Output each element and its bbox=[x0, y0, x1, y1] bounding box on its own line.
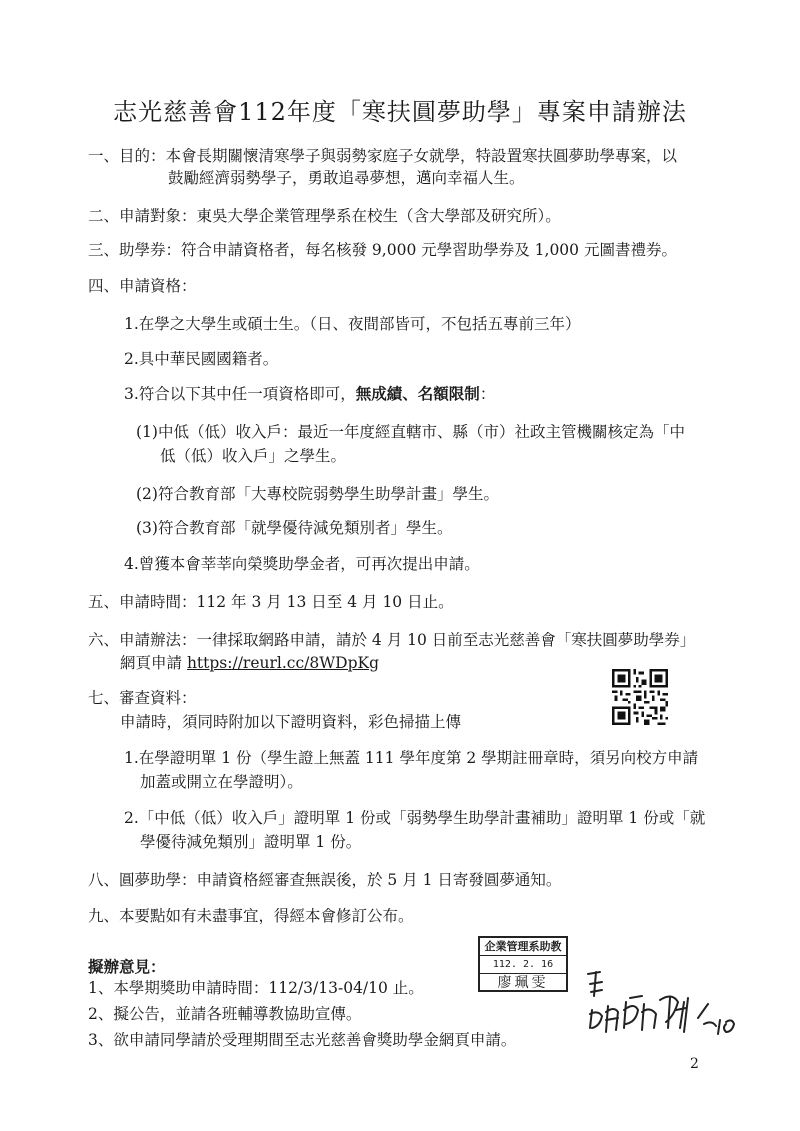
section-5: 五、申請時間：112 年 3 月 13 日至 4 月 10 日止。 bbox=[88, 593, 454, 611]
section-4-item-3 bbox=[124, 384, 495, 404]
section-4-item-1: 1.在學之大學生或碩士生。（日、夜間部皆可，不包括五專前三年） bbox=[124, 315, 581, 333]
section-1-line-2: 鼓勵經濟弱勢學子，勇敢追尋夢想，邁向幸福人生。 bbox=[168, 169, 525, 187]
section-4-item-3-prefix: 3.符合以下其中任一項資格即可， bbox=[124, 385, 356, 403]
opinion-item-2: 2、擬公告，並請各班輔導教協助宣傳。 bbox=[88, 1005, 362, 1023]
section-7-item-1-line-2: 加蓋或開立在學證明）。 bbox=[140, 773, 303, 791]
section-4-item-3-suffix: ： bbox=[479, 385, 496, 403]
section-1-line-1: 一、目的：本會長期關懷清寒學子與弱勢家庭子女就學，特設置寒扶圓夢助學專案，以 bbox=[88, 147, 678, 165]
section-6-line-2 bbox=[120, 653, 379, 673]
stamp-date: 112. 2. 16 bbox=[480, 956, 566, 974]
section-7-heading: 七、審查資料： bbox=[88, 689, 197, 707]
section-7-item-2-line-2: 學優待減免類別」證明單 1 份。 bbox=[140, 833, 362, 851]
section-4-item-3-emphasis: 無成績、名額限制 bbox=[355, 384, 480, 403]
section-2: 二、申請對象：東吳大學企業管理學系在校生（含大學部及研究所）。 bbox=[88, 207, 561, 225]
assistant-stamp bbox=[478, 936, 568, 992]
stamp-name: 廖珮雯 bbox=[497, 975, 549, 991]
section-4-item-2: 2.具中華民國國籍者。 bbox=[124, 350, 279, 368]
section-6-link-prefix: 網頁申請 bbox=[120, 654, 187, 672]
opinion-heading: 擬辦意見： bbox=[88, 957, 166, 976]
page-number: 2 bbox=[690, 1056, 699, 1072]
section-7-item-1-line-1: 1.在學證明單 1 份（學生證上無蓋 111 學年度第 2 學期註冊章時，須另向校方申請 bbox=[124, 749, 699, 767]
section-4-heading: 四、申請資格： bbox=[88, 277, 197, 295]
stamp-department: 企業管理系助教 bbox=[480, 938, 566, 956]
section-4-item-4: 4.曾獲本會莘莘向榮獎助學金者，可再次提出申請。 bbox=[124, 555, 480, 573]
section-3: 三、助學券：符合申請資格者，每名核發 9,000 元學習助學券及 1,000 元圖書禮券。 bbox=[88, 241, 677, 259]
section-4-sub-3: (3)符合教育部「就學優待減免類別者」學生。 bbox=[136, 519, 453, 537]
handwritten-signature bbox=[580, 962, 750, 1042]
document-title: 志光慈善會112年度「寒扶圓夢助學」專案申請辦法 bbox=[113, 98, 687, 126]
section-6-line-1: 六、申請辦法：一律採取網路申請，請於 4 月 10 日前至志光慈善會「寒扶圓夢助學券」 bbox=[88, 631, 696, 649]
opinion-item-1: 1、本學期獎助申請時間：112/3/13-04/10 止。 bbox=[88, 979, 424, 997]
application-url-link[interactable]: https://reurl.cc/8WDpKg bbox=[186, 654, 380, 672]
opinion-item-3: 3、欲申請同學請於受理期間至志光慈善會獎助學金網頁申請。 bbox=[88, 1031, 517, 1049]
section-4-sub-1-line-2: 低（低）收入戶」之學生。 bbox=[160, 447, 347, 465]
section-4-sub-2: (2)符合教育部「大專校院弱勢學生助學計畫」學生。 bbox=[136, 485, 499, 503]
section-7-intro: 申請時，須同時附加以下證明資料，彩色掃描上傳 bbox=[120, 713, 462, 731]
qr-code-icon bbox=[612, 669, 668, 725]
section-9: 九、本要點如有未盡事宜，得經本會修訂公布。 bbox=[88, 907, 414, 925]
section-4-sub-1-line-1: (1)中低（低）收入戶：最近一年度經直轄市、縣（市）社政主管機關核定為「中 bbox=[136, 423, 685, 441]
section-8: 八、圓夢助學：申請資格經審查無誤後，於 5 月 1 日寄發圓夢通知。 bbox=[88, 871, 562, 889]
section-7-item-2-line-1: 2.「中低（低）收入戶」證明單 1 份或「弱勢學生助學計畫補助」證明單 1 份或「就 bbox=[124, 809, 706, 827]
